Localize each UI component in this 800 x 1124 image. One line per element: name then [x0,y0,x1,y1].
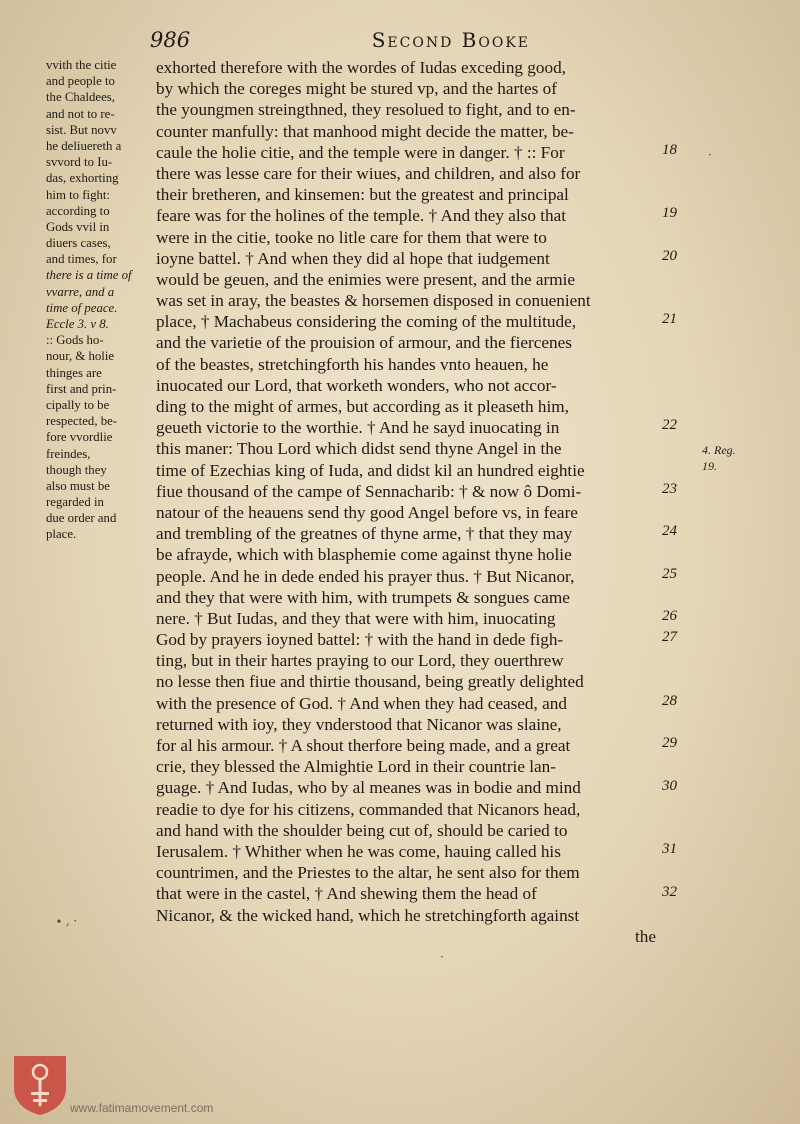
margin-note-line: regarded in [46,495,104,510]
verse-number: 29 [662,735,677,752]
verse-number: 18 [662,141,677,158]
verse-number: 20 [662,247,677,264]
margin-note-line: time of peace. [46,300,118,315]
text-line: and they that were with him, with trumpets & songues came [156,587,570,607]
text-line: there was lesse care for their wiues, and children, and also for [156,163,581,183]
verse-number: 25 [662,565,677,582]
text-line: counter manfully: that manhood might decide the matter, be- [156,121,574,141]
text-line: exhorted therefore with the wordes of Iudas exceding good, [156,58,566,77]
text-line: time of Ezechias king of Iuda, and didst kil an hundred eightie [156,460,585,480]
book-title: Second Booke [371,28,530,52]
text-line: caule the holie citie, and the temple were in danger. † :: For [156,142,565,162]
verse-number: 26 [662,608,677,625]
margin-note [46,57,154,543]
margin-note-line: Gods vvil in [46,219,110,234]
margin-note-line: nour, & holie [46,349,115,364]
verse-number: 31 [662,841,677,858]
margin-note-line: diuers cases, [46,236,111,251]
text-line: ding to the might of armes, but according as it pleaseth him, [156,397,569,416]
text-line: returned with ioy, they vnderstood that Nicanor was slaine, [156,714,562,734]
margin-note-line: the Chaldees, [46,90,115,105]
ink-speck: · [708,148,712,162]
text-line: and the varietie of the prouision of armour, and the fiercenes [156,333,572,353]
margin-note-line: vvarre, and a [46,284,115,299]
margin-note-line: Eccle 3. v 8. [46,317,109,331]
margin-note-line: thinges are [46,365,102,380]
margin-note-line: according to [46,203,110,218]
text-line: for al his armour. † A shout therfore being made, and a great [156,736,571,755]
text-line: no lesse then fiue and thirtie thousand, being greatly delighted [156,672,584,692]
text-line: their bretheren, and kinsemen: but the greatest and principal [156,185,569,205]
margin-note-line: fore vvordlie [46,430,113,445]
margin-note-line: due order and [46,511,117,526]
text-line: feare was for the holines of the temple. † And they also that [156,206,566,226]
verse-number: 23 [662,481,677,497]
cross-reference-line: 19. [702,459,717,473]
margin-note-line: svvord to Iu- [46,155,113,170]
margin-note-line: also must be [46,478,110,493]
page-number: 986 [150,28,191,52]
text-line: nere. † But Iudas, and they that were with him, inuocating [156,608,556,628]
text-line: of the beastes, stretchingforth his handes vnto heauen, he [156,354,549,374]
text-line: readie to dye for his citizens, commanded that Nicanors head, [156,799,581,819]
margin-note-line: cipally to be [46,397,110,412]
text-line: and hand with the shoulder being cut of, should be caried to [156,820,568,840]
text-line: fiue thousand of the campe of Sennacharib: † & now ô Domi- [156,481,582,501]
margin-note-line: :: Gods ho- [46,333,104,348]
verse-number: 30 [662,777,677,794]
verse-number: 27 [662,629,677,646]
text-line: natour of the heauens send thy good Angel before vs, in feare [156,502,578,522]
margin-note-line: though they [46,462,107,477]
catchword: the [635,926,656,946]
text-line: ting, but in their hartes praying to our Lord, they ouerthrew [156,651,564,671]
cross-reference-note [702,442,736,474]
text-line: people. And he in dede ended his prayer thus. † But Nicanor, [156,566,575,586]
text-line: would be geuen, and the enimies were present, and the armie [156,269,576,289]
text-line: crie, they blessed the Almightie Lord in their countrie lan- [156,757,556,777]
running-head [150,28,530,52]
margin-note-line: freindes, [46,446,91,461]
verse-number: 28 [662,693,677,709]
margin-note-line: there is a time of [46,268,132,283]
main-text-column [156,57,656,947]
margin-note-line: and people to [46,74,115,89]
text-line: with the presence of God. † And when they had ceased, and [156,693,567,713]
footer-url[interactable]: www.fatimamovement.com [70,1101,214,1115]
margin-note-line: vvith the citie [46,58,117,72]
verse-number: 24 [662,523,677,540]
text-line: that were in the castel, † And shewing them the head of [156,884,537,904]
verse-number: 22 [662,417,677,434]
text-line: countrimen, and the Priestes to the altar, he sent also for them [156,863,580,883]
text-line: the youngmen streingthned, they resolued to fight, and to en- [156,100,576,120]
text-line: by which the coreges might be stured vp, and the hartes of [156,79,557,99]
ink-speck: ∙ ‚ · [56,914,78,928]
margin-note-line: him to fight: [46,187,110,202]
margin-note-line: place. [46,527,77,542]
verse-number: 21 [662,311,677,328]
text-line: place, † Machabeus considering the coming of the multitude, [156,312,577,332]
text-line: God by prayers ioyned battel: † with the hand in dede figh- [156,630,564,650]
margin-note-line: he deliuereth a [46,138,122,153]
text-line: guage. † And Iudas, who by al meanes was in bodie and mind [156,778,581,798]
ink-speck: · [440,950,444,964]
cross-reference-line: 4. Reg. [702,443,736,457]
margin-note-line: sist. But novv [46,122,117,137]
verse-number: 19 [662,205,677,222]
margin-note-line: and times, for [46,252,117,267]
text-line: be afrayde, which with blasphemie come against thyne holie [156,545,572,565]
text-line: was set in aray, the beastes & horsemen disposed in conuenient [156,291,591,311]
verse-number: 32 [662,883,677,900]
text-line: inuocated our Lord, that worketh wonders, who not accor- [156,375,557,395]
margin-note-line: and not to re- [46,106,115,121]
text-line: ioyne battel. † And when they did al hope that iudgement [156,248,550,268]
text-line: geueth victorie to the worthie. † And he sayd inuocating in [156,418,560,438]
text-line: and trembling of the greatnes of thyne arme, † that they may [156,524,573,544]
text-line: this maner: Thou Lord which didst send thyne Angel in the [156,439,562,459]
margin-note-line: first and prin- [46,381,117,396]
margin-note-line: respected, be- [46,414,118,429]
text-line: Ierusalem. † Whither when he was come, hauing called his [156,841,561,861]
text-line: Nicanor, & the wicked hand, which he stretchingforth against [156,905,580,925]
margin-note-line: das, exhorting [46,171,119,186]
text-line: were in the citie, tooke no litle care for them that were to [156,227,547,247]
fatima-movement-logo [12,1054,68,1120]
